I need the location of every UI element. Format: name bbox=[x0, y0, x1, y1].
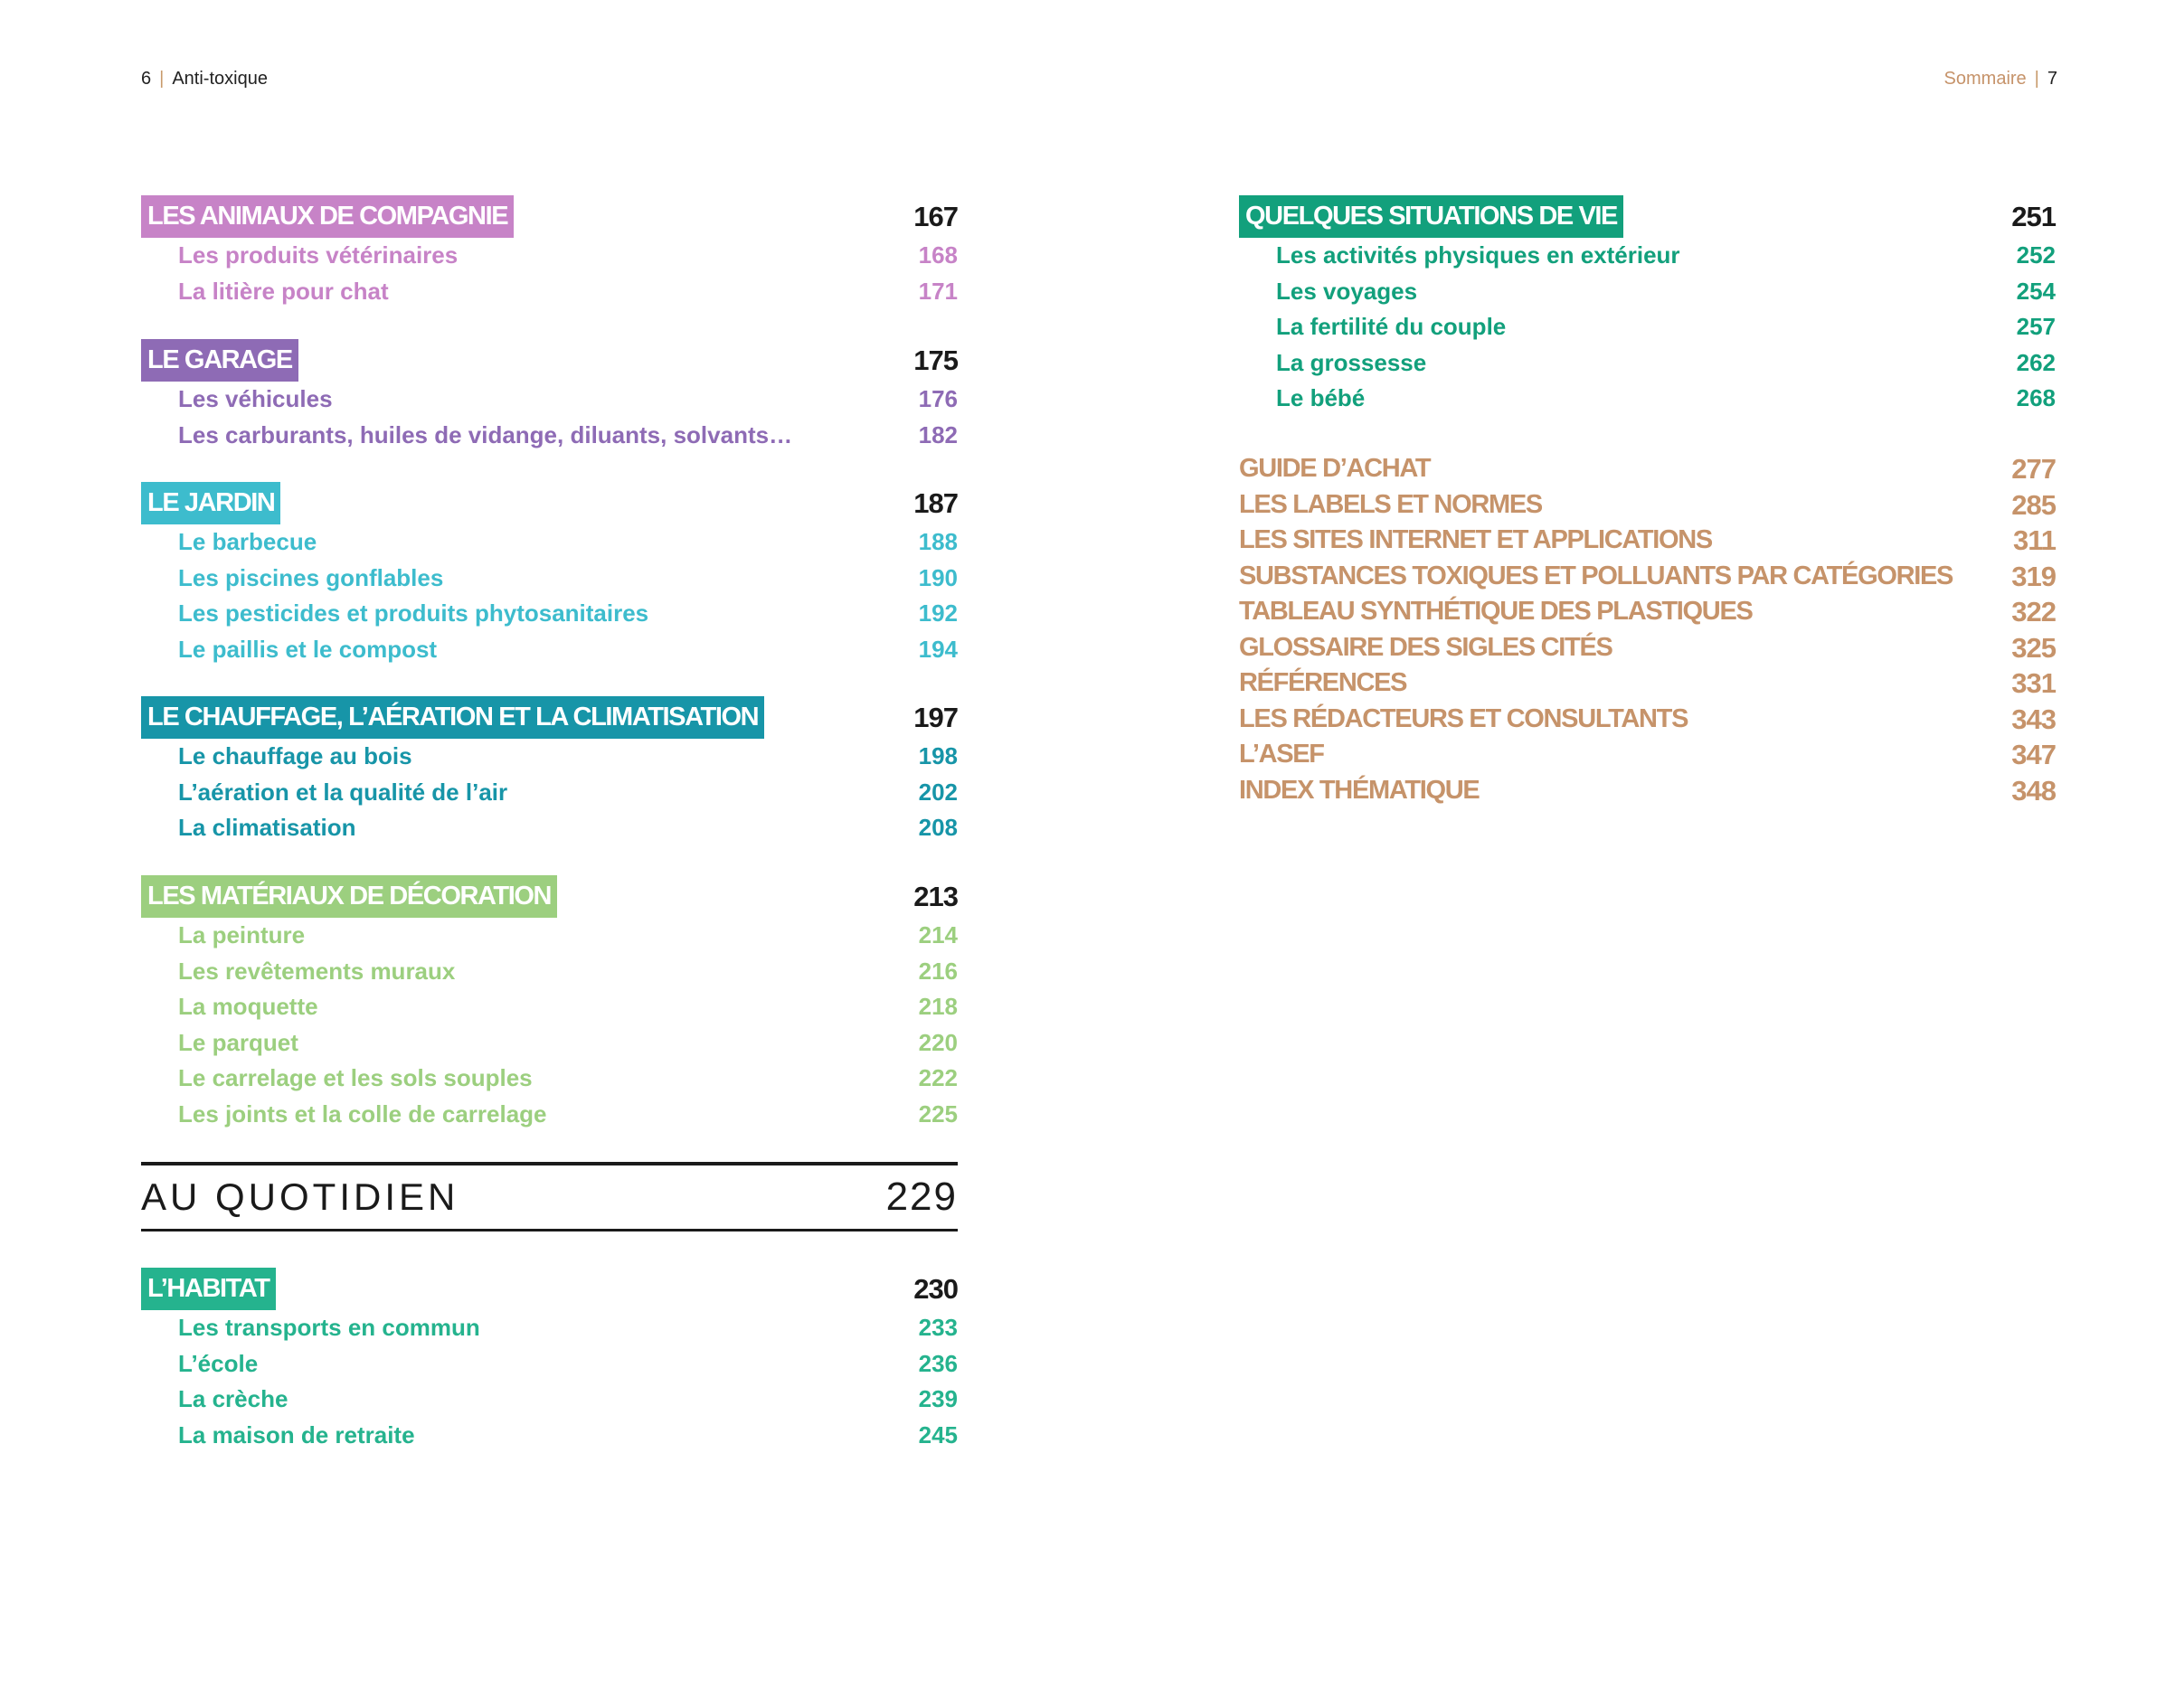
book-title: Anti-toxique bbox=[172, 69, 268, 89]
section-page: 175 bbox=[913, 344, 958, 376]
toc-item-page: 218 bbox=[918, 993, 958, 1020]
toc-item-label[interactable]: Le barbecue bbox=[178, 528, 317, 555]
toc-item-label[interactable]: Le bébé bbox=[1276, 384, 1366, 411]
section-title[interactable]: LES MATÉRIAUX DE DÉCORATION bbox=[141, 875, 557, 918]
toc-item-label[interactable]: Les revêtements muraux bbox=[178, 957, 456, 985]
section-title[interactable]: LE CHAUFFAGE, L’AÉRATION ET LA CLIMATISATION bbox=[141, 696, 764, 739]
toc-item[interactable] bbox=[141, 1025, 958, 1062]
toc-item-page: 176 bbox=[918, 385, 958, 412]
toc-item-page: 254 bbox=[2016, 277, 2056, 305]
toc-item-page: 192 bbox=[918, 599, 958, 627]
toc-item[interactable] bbox=[141, 810, 958, 846]
appendix-item[interactable] bbox=[1239, 702, 2056, 738]
appendix-item[interactable] bbox=[1239, 451, 2056, 487]
toc-item-page: 190 bbox=[918, 563, 958, 591]
contents-title: Sommaire bbox=[1943, 69, 2027, 89]
part-title[interactable]: AU QUOTIDIEN bbox=[141, 1175, 459, 1218]
appendix-label[interactable]: LES RÉDACTEURS ET CONSULTANTS bbox=[1239, 703, 1688, 733]
section-heading-row[interactable] bbox=[141, 482, 958, 524]
toc-item-label[interactable]: Les piscines gonflables bbox=[178, 563, 444, 591]
appendix-item[interactable] bbox=[1239, 773, 2056, 809]
toc-item[interactable] bbox=[141, 989, 958, 1025]
appendix-page: 348 bbox=[2011, 774, 2056, 807]
section-page: 213 bbox=[913, 881, 958, 912]
toc-item[interactable] bbox=[141, 418, 958, 454]
toc-item[interactable] bbox=[141, 274, 958, 310]
toc-item-label[interactable]: Le chauffage au bois bbox=[178, 742, 412, 769]
section-heading-row[interactable] bbox=[141, 195, 958, 238]
toc-item-label[interactable]: La litière pour chat bbox=[178, 277, 389, 305]
toc-item-label[interactable]: L’école bbox=[178, 1349, 259, 1377]
toc-item-page: 214 bbox=[918, 921, 958, 948]
section-heading-row[interactable] bbox=[141, 875, 958, 918]
toc-item[interactable] bbox=[141, 632, 958, 668]
appendix-item[interactable] bbox=[1239, 487, 2056, 524]
appendix-label[interactable]: GUIDE D’ACHAT bbox=[1239, 454, 1431, 483]
section-page: 187 bbox=[913, 487, 958, 519]
toc-item[interactable] bbox=[1239, 274, 2056, 310]
section-title[interactable]: LE JARDIN bbox=[141, 482, 280, 524]
toc-item-page: 268 bbox=[2016, 384, 2056, 411]
appendix-item[interactable] bbox=[1239, 630, 2056, 666]
toc-item[interactable] bbox=[1239, 238, 2056, 274]
toc-item-label[interactable]: La maison de retraite bbox=[178, 1420, 415, 1448]
appendix-page: 331 bbox=[2011, 667, 2056, 699]
toc-item[interactable] bbox=[141, 739, 958, 775]
toc-item[interactable] bbox=[141, 1418, 958, 1454]
toc-item-page: 245 bbox=[918, 1420, 958, 1448]
toc-item[interactable] bbox=[141, 954, 958, 990]
toc-item-page: 171 bbox=[918, 277, 958, 305]
appendix-label[interactable]: GLOSSAIRE DES SIGLES CITÉS bbox=[1239, 632, 1612, 662]
toc-item[interactable] bbox=[1239, 381, 2056, 417]
toc-item-page: 222 bbox=[918, 1064, 958, 1091]
section-title[interactable]: LE GARAGE bbox=[141, 339, 298, 382]
toc-item[interactable] bbox=[141, 1346, 958, 1382]
right-page-number: 7 bbox=[2047, 69, 2057, 89]
section-page: 167 bbox=[913, 201, 958, 232]
toc-item-label[interactable]: La peinture bbox=[178, 921, 306, 948]
running-head-left bbox=[141, 69, 268, 90]
toc-item-label[interactable]: Les pesticides et produits phytosanitaires bbox=[178, 599, 649, 627]
toc-item-label[interactable]: La moquette bbox=[178, 993, 318, 1020]
section-heading-row[interactable] bbox=[1239, 195, 2056, 238]
toc-item[interactable] bbox=[141, 1061, 958, 1097]
appendix-item[interactable] bbox=[1239, 737, 2056, 773]
toc-item-page: 220 bbox=[918, 1028, 958, 1056]
toc-item-page: 236 bbox=[918, 1349, 958, 1377]
appendix-label[interactable]: L’ASEF bbox=[1239, 740, 1324, 769]
toc-item-page: 208 bbox=[918, 814, 958, 841]
section-heading-row[interactable] bbox=[141, 1268, 958, 1310]
header-separator: | bbox=[2034, 69, 2039, 89]
toc-item-page: 257 bbox=[2016, 313, 2056, 340]
toc-item-label[interactable]: La crèche bbox=[178, 1385, 288, 1412]
toc-item-page: 194 bbox=[918, 635, 958, 663]
part-page: 229 bbox=[885, 1175, 958, 1219]
toc-item-label[interactable]: La fertilité du couple bbox=[1276, 313, 1507, 340]
toc-section-animaux bbox=[141, 195, 958, 309]
toc-item-label[interactable]: Les produits vétérinaires bbox=[178, 241, 459, 269]
appendix-label[interactable]: RÉFÉRENCES bbox=[1239, 668, 1407, 697]
toc-item-page: 233 bbox=[918, 1314, 958, 1341]
section-heading-row[interactable] bbox=[141, 696, 958, 739]
toc-item[interactable] bbox=[1239, 345, 2056, 382]
appendix-label[interactable]: LES SITES INTERNET ET APPLICATIONS bbox=[1239, 525, 1712, 554]
section-page: 251 bbox=[2011, 201, 2056, 232]
toc-item[interactable] bbox=[141, 1097, 958, 1133]
toc-item[interactable] bbox=[141, 524, 958, 561]
toc-item[interactable] bbox=[141, 382, 958, 418]
toc-item[interactable] bbox=[141, 238, 958, 274]
toc-item-label[interactable]: Les activités physiques en extérieur bbox=[1276, 241, 1680, 269]
section-page: 197 bbox=[913, 702, 958, 733]
toc-item-label[interactable]: Les transports en commun bbox=[178, 1314, 480, 1341]
toc-item[interactable] bbox=[141, 918, 958, 954]
toc-item-label[interactable]: Les carburants, huiles de vidange, diluants, solvants… bbox=[178, 420, 793, 448]
toc-item-page: 198 bbox=[918, 742, 958, 769]
appendix-item[interactable] bbox=[1239, 594, 2056, 630]
toc-item[interactable] bbox=[141, 775, 958, 811]
toc-item-label[interactable]: La climatisation bbox=[178, 814, 356, 841]
section-heading-row[interactable] bbox=[141, 339, 958, 382]
running-head-right bbox=[1944, 69, 2057, 90]
appendix-page: 343 bbox=[2011, 703, 2056, 735]
section-page: 230 bbox=[913, 1273, 958, 1305]
toc-item-label[interactable]: L’aération et la qualité de l’air bbox=[178, 778, 508, 806]
appendix-label[interactable]: LES LABELS ET NORMES bbox=[1239, 489, 1542, 519]
toc-item-page: 252 bbox=[2016, 241, 2056, 269]
appendix-page: 311 bbox=[2012, 524, 2056, 556]
toc-item[interactable] bbox=[1239, 309, 2056, 345]
toc-item-page: 225 bbox=[918, 1099, 958, 1128]
left-page-number: 6 bbox=[141, 69, 152, 89]
appendix-page: 322 bbox=[2011, 596, 2056, 628]
toc-item-page: 182 bbox=[918, 420, 958, 448]
toc-item-page: 239 bbox=[918, 1385, 958, 1412]
toc-item-label[interactable]: La grossesse bbox=[1276, 348, 1427, 376]
toc-item[interactable] bbox=[141, 1382, 958, 1418]
toc-section-materiaux bbox=[141, 875, 958, 1132]
toc-item-label[interactable]: Les véhicules bbox=[178, 385, 333, 412]
appendix-item[interactable] bbox=[1239, 523, 2056, 559]
toc-item-label[interactable]: Les voyages bbox=[1276, 277, 1418, 305]
toc-item-page: 202 bbox=[918, 778, 958, 806]
toc-item-page: 168 bbox=[918, 241, 958, 269]
section-title[interactable]: QUELQUES SITUATIONS DE VIE bbox=[1239, 195, 1623, 238]
toc-item-label[interactable]: Le carrelage et les sols souples bbox=[178, 1064, 533, 1091]
toc-item-label[interactable]: Les joints et la colle de carrelage bbox=[178, 1099, 547, 1128]
appendix-item[interactable] bbox=[1239, 665, 2056, 702]
part-banner[interactable] bbox=[141, 1162, 958, 1231]
toc-item-page: 188 bbox=[918, 528, 958, 555]
appendix-page: 319 bbox=[2011, 560, 2056, 592]
section-title[interactable]: L’HABITAT bbox=[141, 1268, 276, 1310]
appendix-page: 325 bbox=[2011, 631, 2056, 664]
appendix-page: 285 bbox=[2011, 488, 2056, 521]
toc-section-chauffage bbox=[141, 696, 958, 846]
toc-section-jardin bbox=[141, 482, 958, 667]
section-title[interactable]: LES ANIMAUX DE COMPAGNIE bbox=[141, 195, 514, 238]
header-separator: | bbox=[159, 69, 165, 89]
toc-item[interactable] bbox=[141, 561, 958, 597]
appendix-label[interactable]: SUBSTANCES TOXIQUES ET POLLUANTS PAR CATÉGORIES bbox=[1239, 561, 1953, 590]
appendix-list bbox=[1239, 451, 2056, 808]
toc-item[interactable] bbox=[141, 596, 958, 632]
toc-item-label[interactable]: Le parquet bbox=[178, 1028, 298, 1056]
toc-item-page: 262 bbox=[2016, 348, 2056, 376]
appendix-label[interactable]: TABLEAU SYNTHÉTIQUE DES PLASTIQUES bbox=[1239, 597, 1753, 626]
appendix-label[interactable]: INDEX THÉMATIQUE bbox=[1239, 775, 1480, 805]
toc-section-garage bbox=[141, 339, 958, 453]
toc-section-habitat bbox=[141, 1268, 958, 1453]
appendix-page: 347 bbox=[2011, 739, 2056, 770]
appendix-page: 277 bbox=[2011, 453, 2056, 485]
appendix-item[interactable] bbox=[1239, 559, 2056, 595]
toc-section-situations bbox=[1239, 195, 2056, 417]
toc-item-label[interactable]: Le paillis et le compost bbox=[178, 635, 438, 663]
toc-item-page: 216 bbox=[918, 957, 958, 985]
toc-item[interactable] bbox=[141, 1310, 958, 1346]
